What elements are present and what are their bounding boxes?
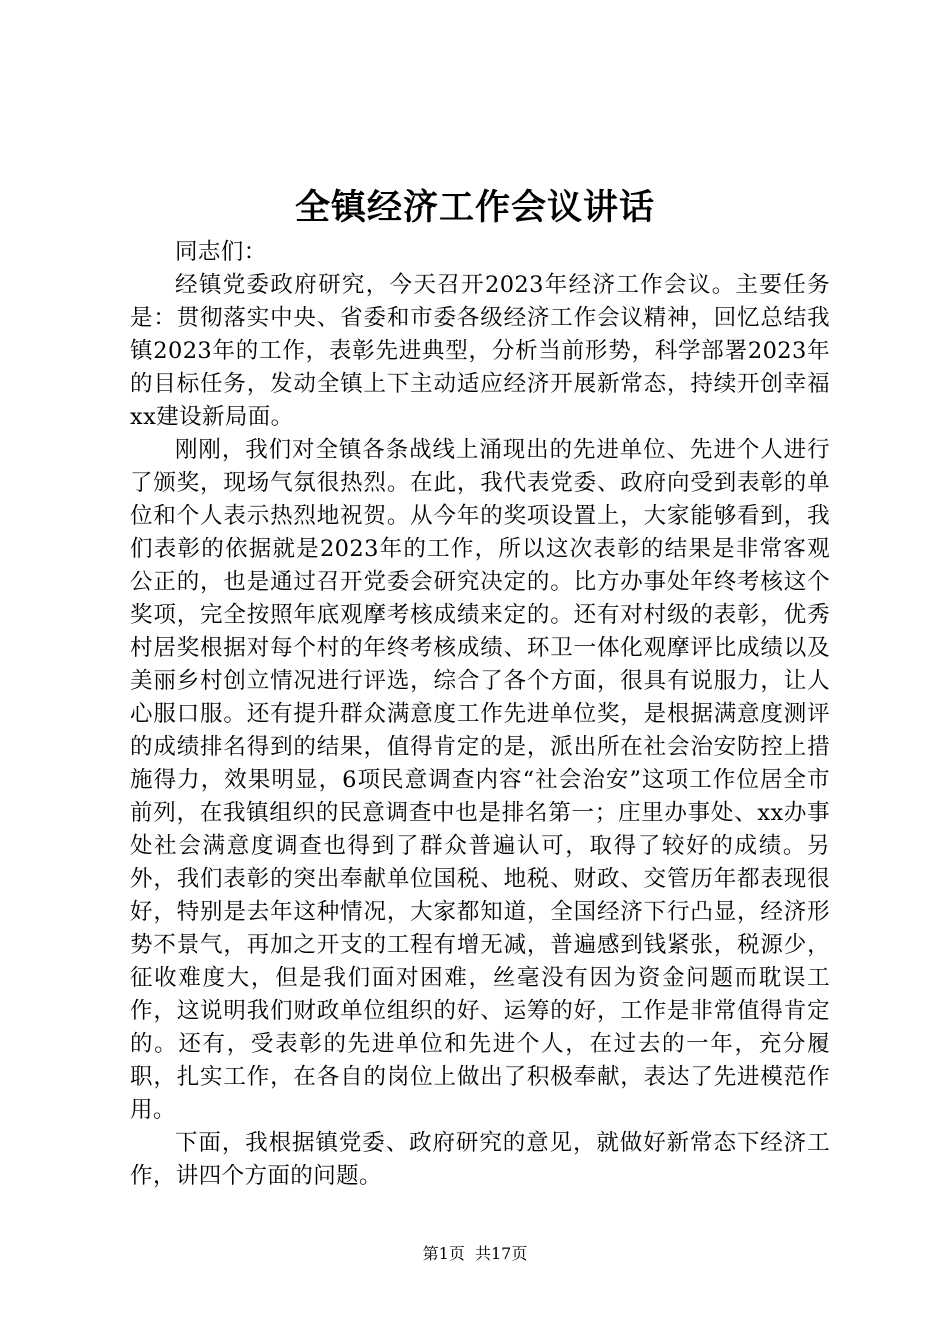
page-number-label: 第1页 共17页 bbox=[422, 1244, 528, 1263]
salutation-paragraph: 同志们： bbox=[175, 239, 267, 265]
intro-paragraph: 经镇党委政府研究，今天召开2023年经济工作会议。主要任务是：贯彻落实中央、省委和市委各级经济工作会议精神，回忆总结我镇2023年的工作，表彰先进典型，分析当前形势，科学部署2023年的目标任务，发动全镇上下主动适应经济开展新常态，持续开创幸福xx建设新局面。 bbox=[130, 272, 830, 430]
page-footer bbox=[0, 1243, 950, 1265]
outline-paragraph: 下面，我根据镇党委、政府研究的意见，就做好新常态下经济工作，讲四个方面的问题。 bbox=[130, 1130, 830, 1189]
awards-paragraph: 刚刚，我们对全镇各条战线上涌现出的先进单位、先进个人进行了颁奖，现场气氛很热烈。在此，我代表党委、政府向受到表彰的单位和个人表示热烈地祝贺。从今年的奖项设置上，大家能够看到，我们表彰的依据就是2023年的工作，所以这次表彰的结果是非常客观公正的，也是通过召开党委会研究决定的。比方办事处年终考核这个奖项，完全按照年底观摩考核成绩来定的。还有对村级的表彰，优秀村居奖根据对每个村的年终考核成绩、环卫一体化观摩评比成绩以及美丽乡村创立情况进行评选，综合了各个方面，很具有说服力，让人心服口服。还有提升群众满意度工作先进单位奖，是根据满意度测评的成绩排名得到的结果，值得肯定的是，派出所在社会治安防控上措施得力，效果明显，6项民意调查内容“社会治安”这项工作位居全市前列，在我镇组织的民意调查中也是排名第一；庄里办事处、xx办事处社会满意度调查也得到了群众普遍认可，取得了较好的成绩。另外，我们表彰的突出奉献单位国税、地税、财政、交管历年都表现很好，特别是去年这种情况，大家都知道，全国经济下行凸显，经济形势不景气，再加之开支的工程有增无减，普遍感到钱紧张，税源少，征收难度大，但是我们面对困难，丝毫没有因为资金问题而耽误工作，这说明我们财政单位组织的好、运筹的好，工作是非常值得肯定的。还有，受表彰的先进单位和先进个人，在过去的一年，充分履职，扎实工作，在各自的岗位上做出了积极奉献，表达了先进模范作用。 bbox=[130, 437, 830, 1123]
document-body bbox=[130, 236, 830, 1193]
page-title: 全镇经济工作会议讲话 bbox=[294, 188, 655, 228]
